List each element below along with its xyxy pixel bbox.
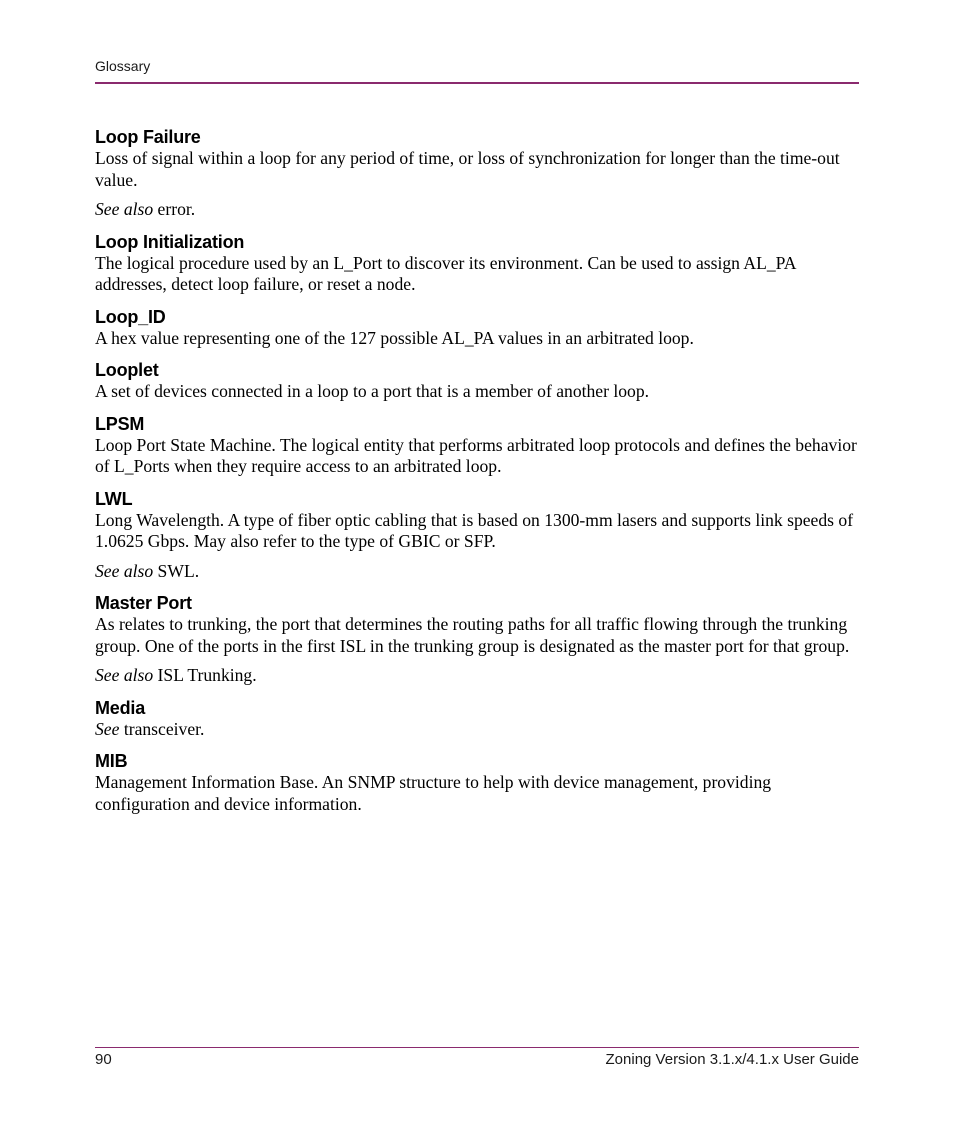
term-heading: LPSM bbox=[95, 413, 145, 434]
term-definition: A set of devices connected in a loop to a port that is a member of another loop. bbox=[95, 381, 650, 401]
term-definition: The logical procedure used by an L_Port to discover its environment. Can be used to assign AL_PA addresses, detect loop failure, or reset a node. bbox=[95, 252, 796, 294]
term-definition: A hex value representing one of the 127 possible AL_PA values in an arbitrated loop. bbox=[95, 327, 694, 348]
see-also-line bbox=[95, 199, 861, 221]
glossary-entry-media bbox=[95, 697, 861, 741]
see-label: See bbox=[95, 718, 120, 739]
see-also-line bbox=[95, 665, 861, 687]
term-heading: Loop_ID bbox=[95, 306, 166, 327]
document-title: Zoning Version 3.1.x/4.1.x User Guide bbox=[605, 1051, 859, 1068]
glossary-entry-mib bbox=[95, 750, 861, 815]
glossary-entry-lpsm bbox=[95, 413, 861, 478]
glossary-entry-master-port bbox=[95, 592, 861, 687]
term-heading: Looplet bbox=[95, 360, 159, 380]
term-definition: Long Wavelength. A type of fiber optic cabling that is based on 1300-mm lasers and supports link speeds of 1.0625 Gbps. May also refer to the type of GBIC or SFP. bbox=[95, 509, 854, 551]
term-heading: Master Port bbox=[95, 593, 192, 613]
term-heading: Loop Failure bbox=[95, 127, 201, 147]
see-also-target: ISL Trunking. bbox=[153, 665, 257, 685]
term-heading: LWL bbox=[95, 488, 133, 509]
see-target: transceiver. bbox=[119, 718, 205, 739]
term-definition: As relates to trunking, the port that determines the routing paths for all traffic flowing through the trunking group. One of the ports in the first ISL in the trunking group is designated as the master port for that group. bbox=[95, 614, 850, 656]
term-heading: Loop Initialization bbox=[95, 231, 245, 252]
term-definition: Management Information Base. An SNMP structure to help with device management, providing configuration and device information. bbox=[95, 772, 772, 814]
see-also-line bbox=[95, 561, 861, 583]
see-also-label: See also bbox=[95, 560, 154, 581]
glossary-entry-loop-id bbox=[95, 306, 861, 350]
see-also-label: See also bbox=[95, 665, 154, 685]
see-also-target: error. bbox=[153, 199, 196, 219]
header-rule bbox=[95, 82, 859, 84]
glossary-entry-loop-failure bbox=[95, 126, 861, 221]
glossary-entry-loop-initialization bbox=[95, 231, 861, 296]
glossary-entry-looplet bbox=[95, 359, 861, 403]
term-heading: Media bbox=[95, 697, 146, 718]
term-definition: Loss of signal within a loop for any period of time, or loss of synchronization for longer than the time-out value. bbox=[95, 148, 840, 190]
see-line bbox=[95, 719, 861, 741]
page-number: 90 bbox=[95, 1051, 112, 1068]
footer-rule bbox=[95, 1047, 859, 1048]
term-definition: Loop Port State Machine. The logical entity that performs arbitrated loop protocols and defines the behavior of L_Ports when they require access to an arbitrated loop. bbox=[95, 434, 857, 476]
glossary-content bbox=[95, 126, 861, 825]
glossary-entry-lwl bbox=[95, 488, 861, 583]
running-header: Glossary bbox=[95, 58, 151, 74]
see-also-target: SWL. bbox=[153, 560, 200, 581]
term-heading: MIB bbox=[95, 751, 128, 771]
see-also-label: See also bbox=[95, 199, 154, 219]
